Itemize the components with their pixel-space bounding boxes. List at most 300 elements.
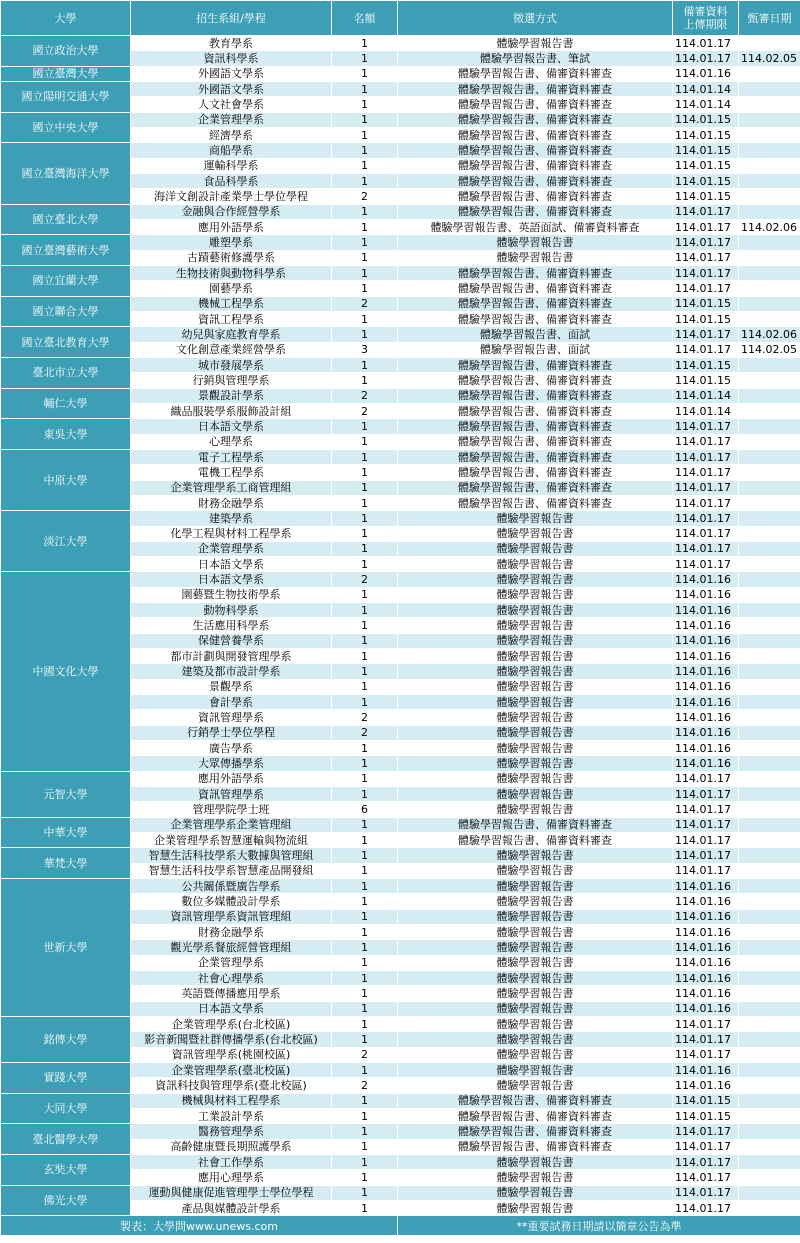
- department-cell: 工業設計學系: [131, 1108, 332, 1123]
- table-row: [1, 296, 800, 311]
- quota-cell: 1: [332, 143, 398, 158]
- method-cell: 體驗學習報告書: [398, 1170, 673, 1185]
- deadline-cell: 114.01.17: [673, 51, 739, 66]
- header-method: 徵選方式: [398, 1, 673, 36]
- review-date-cell: [739, 879, 800, 894]
- university-cell: 國立聯合大學: [1, 296, 131, 327]
- department-cell: 智慧生活科技學系大數據與管理組: [131, 848, 332, 863]
- deadline-cell: 114.01.17: [673, 848, 739, 863]
- review-date-cell: [739, 495, 800, 510]
- method-cell: 體驗學習報告書、備審資料審查: [398, 158, 673, 173]
- deadline-cell: 114.01.17: [673, 511, 739, 526]
- quota-cell: 1: [332, 649, 398, 664]
- department-cell: 企業管理學系(台北校區): [131, 1017, 332, 1032]
- deadline-cell: 114.01.17: [673, 265, 739, 280]
- footer-note: **重要試務日期請以簡章公告為準: [398, 1216, 800, 1236]
- table-row: [1, 1062, 800, 1077]
- deadline-cell: 114.01.17: [673, 1017, 739, 1032]
- method-cell: 體驗學習報告書、英語面試、備審資料審查: [398, 219, 673, 234]
- department-cell: 商船學系: [131, 143, 332, 158]
- quota-cell: 1: [332, 127, 398, 142]
- university-cell: 銘傳大學: [1, 1017, 131, 1063]
- department-cell: 廣告學系: [131, 741, 332, 756]
- quota-cell: 1: [332, 511, 398, 526]
- method-cell: 體驗學習報告書: [398, 986, 673, 1001]
- quota-cell: 2: [332, 189, 398, 204]
- deadline-cell: 114.01.16: [673, 66, 739, 81]
- method-cell: 體驗學習報告書、備審資料審查: [398, 1093, 673, 1108]
- review-date-cell: [739, 603, 800, 618]
- table-row: [1, 112, 800, 127]
- review-date-cell: [739, 526, 800, 541]
- department-cell: 企業管理學系(臺北校區): [131, 1062, 332, 1077]
- department-cell: 景觀學系: [131, 679, 332, 694]
- quota-cell: 1: [332, 817, 398, 832]
- review-date-cell: [739, 265, 800, 280]
- method-cell: 體驗學習報告書: [398, 557, 673, 572]
- department-cell: 外國語文學系: [131, 81, 332, 96]
- deadline-cell: 114.01.16: [673, 879, 739, 894]
- deadline-cell: 114.01.16: [673, 925, 739, 940]
- deadline-cell: 114.01.14: [673, 388, 739, 403]
- deadline-cell: 114.01.17: [673, 235, 739, 250]
- method-cell: 體驗學習報告書: [398, 1062, 673, 1077]
- quota-cell: 1: [332, 894, 398, 909]
- header-deadline: 備審資料 上傳期限: [673, 1, 739, 36]
- review-date-cell: [739, 189, 800, 204]
- department-cell: 產品與媒體設計學系: [131, 1200, 332, 1215]
- department-cell: 企業管理學系: [131, 955, 332, 970]
- method-cell: 體驗學習報告書: [398, 756, 673, 771]
- review-date-cell: [739, 511, 800, 526]
- method-cell: 體驗學習報告書: [398, 572, 673, 587]
- deadline-cell: 114.01.16: [673, 894, 739, 909]
- quota-cell: 1: [332, 587, 398, 602]
- department-cell: 機械與材料工程學系: [131, 1093, 332, 1108]
- deadline-cell: 114.01.17: [673, 495, 739, 510]
- header-row: [1, 1, 800, 36]
- review-date-cell: [739, 173, 800, 188]
- review-date-cell: [739, 1185, 800, 1200]
- method-cell: 體驗學習報告書、備審資料審查: [398, 449, 673, 464]
- department-cell: 園藝學系: [131, 281, 332, 296]
- review-date-cell: [739, 296, 800, 311]
- deadline-cell: 114.01.17: [673, 1200, 739, 1215]
- review-date-cell: 114.02.06: [739, 327, 800, 342]
- department-cell: 織品服裝學系服飾設計組: [131, 403, 332, 418]
- university-cell: 大同大學: [1, 1093, 131, 1124]
- quota-cell: 1: [332, 281, 398, 296]
- deadline-cell: 114.01.17: [673, 281, 739, 296]
- department-cell: 機械工程學系: [131, 296, 332, 311]
- review-date-cell: [739, 36, 800, 51]
- table-row: [1, 1124, 800, 1139]
- review-date-cell: 114.02.06: [739, 219, 800, 234]
- department-cell: 電子工程學系: [131, 449, 332, 464]
- deadline-cell: 114.01.14: [673, 97, 739, 112]
- deadline-cell: 114.01.17: [673, 219, 739, 234]
- review-date-cell: [739, 925, 800, 940]
- header-review-date: 甄審日期: [739, 1, 800, 36]
- department-cell: 企業管理學系: [131, 541, 332, 556]
- review-date-cell: [739, 1062, 800, 1077]
- deadline-cell: 114.01.17: [673, 1170, 739, 1185]
- deadline-cell: 114.01.15: [673, 296, 739, 311]
- review-date-cell: [739, 649, 800, 664]
- university-cell: 世新大學: [1, 879, 131, 1017]
- quota-cell: 1: [332, 787, 398, 802]
- quota-cell: 1: [332, 971, 398, 986]
- review-date-cell: [739, 1093, 800, 1108]
- review-date-cell: [739, 633, 800, 648]
- department-cell: 化學工程與材料工程學系: [131, 526, 332, 541]
- table-row: [1, 388, 800, 403]
- method-cell: 體驗學習報告書、備審資料審查: [398, 480, 673, 495]
- review-date-cell: [739, 894, 800, 909]
- deadline-cell: 114.01.16: [673, 940, 739, 955]
- method-cell: 體驗學習報告書: [398, 618, 673, 633]
- university-cell: 佛光大學: [1, 1185, 131, 1216]
- quota-cell: 2: [332, 725, 398, 740]
- quota-cell: 1: [332, 1139, 398, 1154]
- department-cell: 電機工程學系: [131, 465, 332, 480]
- university-cell: 國立臺灣藝術大學: [1, 235, 131, 266]
- deadline-cell: 114.01.16: [673, 618, 739, 633]
- department-cell: 建築及都市設計學系: [131, 664, 332, 679]
- deadline-cell: 114.01.17: [673, 817, 739, 832]
- review-date-cell: [739, 1001, 800, 1016]
- table-row: [1, 143, 800, 158]
- table-row: [1, 1017, 800, 1032]
- method-cell: 體驗學習報告書、備審資料審查: [398, 495, 673, 510]
- deadline-cell: 114.01.16: [673, 725, 739, 740]
- deadline-cell: 114.01.15: [673, 373, 739, 388]
- department-cell: 觀光學系餐旅經營管理組: [131, 940, 332, 955]
- quota-cell: 1: [332, 848, 398, 863]
- method-cell: 體驗學習報告書、備審資料審查: [398, 419, 673, 434]
- department-cell: 社會工作學系: [131, 1154, 332, 1169]
- table-row: [1, 327, 800, 342]
- deadline-cell: 114.01.17: [673, 787, 739, 802]
- review-date-cell: 114.02.05: [739, 342, 800, 357]
- university-cell: 東吳大學: [1, 419, 131, 450]
- deadline-cell: 114.01.16: [673, 664, 739, 679]
- review-date-cell: [739, 695, 800, 710]
- table-row: [1, 848, 800, 863]
- table-row: [1, 1185, 800, 1200]
- university-cell: 國立臺灣海洋大學: [1, 143, 131, 204]
- method-cell: 體驗學習報告書、備審資料審查: [398, 127, 673, 142]
- deadline-cell: 114.01.16: [673, 572, 739, 587]
- method-cell: 體驗學習報告書: [398, 649, 673, 664]
- deadline-cell: 114.01.16: [673, 1062, 739, 1077]
- deadline-cell: 114.01.17: [673, 342, 739, 357]
- quota-cell: 1: [332, 940, 398, 955]
- department-cell: 醫務管理學系: [131, 1124, 332, 1139]
- deadline-cell: 114.01.16: [673, 971, 739, 986]
- quota-cell: 1: [332, 327, 398, 342]
- review-date-cell: [739, 235, 800, 250]
- review-date-cell: [739, 1108, 800, 1123]
- deadline-cell: 114.01.17: [673, 1154, 739, 1169]
- method-cell: 體驗學習報告書: [398, 250, 673, 265]
- review-date-cell: [739, 127, 800, 142]
- department-cell: 英語暨傳播應用學系: [131, 986, 332, 1001]
- method-cell: 體驗學習報告書: [398, 603, 673, 618]
- department-cell: 城市發展學系: [131, 357, 332, 372]
- review-date-cell: [739, 741, 800, 756]
- method-cell: 體驗學習報告書: [398, 633, 673, 648]
- table-row: [1, 449, 800, 464]
- department-cell: 資訊工程學系: [131, 311, 332, 326]
- method-cell: 體驗學習報告書: [398, 1185, 673, 1200]
- quota-cell: 1: [332, 1032, 398, 1047]
- review-date-cell: [739, 357, 800, 372]
- deadline-cell: 114.01.17: [673, 1139, 739, 1154]
- method-cell: 體驗學習報告書: [398, 940, 673, 955]
- table-row: [1, 771, 800, 786]
- deadline-cell: 114.01.16: [673, 955, 739, 970]
- quota-cell: 1: [332, 36, 398, 51]
- table-row: [1, 879, 800, 894]
- table-row: [1, 204, 800, 219]
- quota-cell: 1: [332, 955, 398, 970]
- quota-cell: 1: [332, 265, 398, 280]
- university-cell: 臺北市立大學: [1, 357, 131, 388]
- review-date-cell: [739, 771, 800, 786]
- method-cell: 體驗學習報告書: [398, 664, 673, 679]
- deadline-cell: 114.01.16: [673, 909, 739, 924]
- review-date-cell: [739, 909, 800, 924]
- quota-cell: 1: [332, 756, 398, 771]
- quota-cell: 1: [332, 986, 398, 1001]
- department-cell: 日本語文學系: [131, 557, 332, 572]
- department-cell: 都市計劃與開發管理學系: [131, 649, 332, 664]
- department-cell: 行銷與管理學系: [131, 373, 332, 388]
- deadline-cell: 114.01.17: [673, 480, 739, 495]
- quota-cell: 1: [332, 1200, 398, 1215]
- quota-cell: 6: [332, 802, 398, 817]
- deadline-cell: 114.01.16: [673, 679, 739, 694]
- table-row: [1, 419, 800, 434]
- review-date-cell: [739, 1139, 800, 1154]
- method-cell: 體驗學習報告書: [398, 710, 673, 725]
- quota-cell: 1: [332, 204, 398, 219]
- university-cell: 國立臺灣大學: [1, 66, 131, 81]
- review-date-cell: [739, 419, 800, 434]
- department-cell: 經濟學系: [131, 127, 332, 142]
- deadline-cell: 114.01.15: [673, 143, 739, 158]
- method-cell: 體驗學習報告書: [398, 1001, 673, 1016]
- method-cell: 體驗學習報告書、備審資料審查: [398, 281, 673, 296]
- deadline-cell: 114.01.17: [673, 771, 739, 786]
- quota-cell: 1: [332, 81, 398, 96]
- department-cell: 影音新聞暨社群傳播學系(台北校區): [131, 1032, 332, 1047]
- deadline-cell: 114.01.16: [673, 756, 739, 771]
- department-cell: 古蹟藝術修護學系: [131, 250, 332, 265]
- department-cell: 高齡健康暨長期照護學系: [131, 1139, 332, 1154]
- quota-cell: 2: [332, 388, 398, 403]
- method-cell: 體驗學習報告書、備審資料審查: [398, 388, 673, 403]
- method-cell: 體驗學習報告書: [398, 1047, 673, 1062]
- quota-cell: 1: [332, 66, 398, 81]
- method-cell: 體驗學習報告書: [398, 526, 673, 541]
- review-date-cell: [739, 679, 800, 694]
- review-date-cell: [739, 986, 800, 1001]
- method-cell: 體驗學習報告書: [398, 695, 673, 710]
- method-cell: 體驗學習報告書、備審資料審查: [398, 311, 673, 326]
- quota-cell: 2: [332, 710, 398, 725]
- university-cell: 玄奘大學: [1, 1154, 131, 1185]
- university-cell: 中國文化大學: [1, 572, 131, 771]
- university-cell: 國立陽明交通大學: [1, 81, 131, 112]
- deadline-cell: 114.01.16: [673, 710, 739, 725]
- method-cell: 體驗學習報告書: [398, 848, 673, 863]
- department-cell: 文化創意產業經營學系: [131, 342, 332, 357]
- quota-cell: 1: [332, 863, 398, 878]
- review-date-cell: [739, 541, 800, 556]
- department-cell: 運動與健康促進管理學士學位學程: [131, 1185, 332, 1200]
- department-cell: 幼兒與家庭教育學系: [131, 327, 332, 342]
- method-cell: 體驗學習報告書、面試: [398, 327, 673, 342]
- quota-cell: 1: [332, 311, 398, 326]
- department-cell: 景觀設計學系: [131, 388, 332, 403]
- method-cell: 體驗學習報告書: [398, 879, 673, 894]
- method-cell: 體驗學習報告書、備審資料審查: [398, 1139, 673, 1154]
- department-cell: 財務金融學系: [131, 495, 332, 510]
- department-cell: 日本語文學系: [131, 419, 332, 434]
- department-cell: 應用心理學系: [131, 1170, 332, 1185]
- department-cell: 資訊管理學系: [131, 710, 332, 725]
- deadline-cell: 114.01.15: [673, 112, 739, 127]
- quota-cell: 1: [332, 1017, 398, 1032]
- review-date-cell: [739, 97, 800, 112]
- review-date-cell: [739, 664, 800, 679]
- quota-cell: 1: [332, 541, 398, 556]
- review-date-cell: [739, 833, 800, 848]
- method-cell: 體驗學習報告書: [398, 802, 673, 817]
- department-cell: 企業管理學系工商管理組: [131, 480, 332, 495]
- deadline-cell: 114.01.15: [673, 1108, 739, 1123]
- quota-cell: 1: [332, 480, 398, 495]
- deadline-cell: 114.01.17: [673, 465, 739, 480]
- deadline-cell: 114.01.16: [673, 986, 739, 1001]
- review-date-cell: [739, 158, 800, 173]
- footer-row: [1, 1216, 800, 1236]
- department-cell: 食品科學系: [131, 173, 332, 188]
- quota-cell: 2: [332, 296, 398, 311]
- method-cell: 體驗學習報告書、備審資料審查: [398, 189, 673, 204]
- review-date-cell: [739, 1170, 800, 1185]
- university-cell: 輔仁大學: [1, 388, 131, 419]
- review-date-cell: [739, 1017, 800, 1032]
- department-cell: 雕塑學系: [131, 235, 332, 250]
- department-cell: 管理學院學士班: [131, 802, 332, 817]
- university-cell: 國立中央大學: [1, 112, 131, 143]
- review-date-cell: [739, 373, 800, 388]
- quota-cell: 1: [332, 603, 398, 618]
- table-row: [1, 817, 800, 832]
- quota-cell: 1: [332, 909, 398, 924]
- method-cell: 體驗學習報告書、備審資料審查: [398, 143, 673, 158]
- review-date-cell: [739, 250, 800, 265]
- university-cell: 中華大學: [1, 817, 131, 848]
- deadline-cell: 114.01.17: [673, 434, 739, 449]
- deadline-cell: 114.01.16: [673, 649, 739, 664]
- deadline-cell: 114.01.15: [673, 357, 739, 372]
- quota-cell: 1: [332, 1001, 398, 1016]
- quota-cell: 1: [332, 695, 398, 710]
- review-date-cell: [739, 817, 800, 832]
- review-date-cell: [739, 725, 800, 740]
- review-date-cell: [739, 955, 800, 970]
- method-cell: 體驗學習報告書、備審資料審查: [398, 357, 673, 372]
- university-cell: 國立政治大學: [1, 36, 131, 67]
- quota-cell: 1: [332, 235, 398, 250]
- department-cell: 生物技術與動物科學系: [131, 265, 332, 280]
- review-date-cell: [739, 1200, 800, 1215]
- department-cell: 財務金融學系: [131, 925, 332, 940]
- review-date-cell: [739, 449, 800, 464]
- deadline-cell: 114.01.17: [673, 1047, 739, 1062]
- department-cell: 運輸科學系: [131, 158, 332, 173]
- deadline-cell: 114.01.17: [673, 863, 739, 878]
- university-cell: 臺北醫學大學: [1, 1124, 131, 1155]
- method-cell: 體驗學習報告書: [398, 925, 673, 940]
- review-date-cell: [739, 863, 800, 878]
- quota-cell: 1: [332, 434, 398, 449]
- header-university: 大學: [1, 1, 131, 36]
- deadline-cell: 114.01.17: [673, 36, 739, 51]
- department-cell: 社會心理學系: [131, 971, 332, 986]
- quota-cell: 1: [332, 373, 398, 388]
- department-cell: 企業管理學系: [131, 112, 332, 127]
- quota-cell: 1: [332, 618, 398, 633]
- deadline-cell: 114.01.17: [673, 250, 739, 265]
- method-cell: 體驗學習報告書: [398, 741, 673, 756]
- deadline-cell: 114.01.17: [673, 1032, 739, 1047]
- quota-cell: 1: [332, 741, 398, 756]
- header-quota: 名額: [332, 1, 398, 36]
- quota-cell: 1: [332, 173, 398, 188]
- department-cell: 資訊科技與管理學系(臺北校區): [131, 1078, 332, 1093]
- method-cell: 體驗學習報告書、備審資料審查: [398, 434, 673, 449]
- review-date-cell: 114.02.05: [739, 51, 800, 66]
- quota-cell: 1: [332, 1062, 398, 1077]
- method-cell: 體驗學習報告書: [398, 679, 673, 694]
- review-date-cell: [739, 710, 800, 725]
- quota-cell: 1: [332, 557, 398, 572]
- method-cell: 體驗學習報告書、備審資料審查: [398, 1108, 673, 1123]
- review-date-cell: [739, 1124, 800, 1139]
- review-date-cell: [739, 311, 800, 326]
- quota-cell: 3: [332, 342, 398, 357]
- deadline-cell: 114.01.17: [673, 833, 739, 848]
- method-cell: 體驗學習報告書: [398, 587, 673, 602]
- method-cell: 體驗學習報告書: [398, 1078, 673, 1093]
- department-cell: 日本語文學系: [131, 572, 332, 587]
- department-cell: 金融與合作經營學系: [131, 204, 332, 219]
- department-cell: 動物科學系: [131, 603, 332, 618]
- table-row: [1, 1093, 800, 1108]
- department-cell: 企業管理學系企業管理組: [131, 817, 332, 832]
- quota-cell: 1: [332, 1108, 398, 1123]
- table-row: [1, 1154, 800, 1169]
- deadline-cell: 114.01.16: [673, 633, 739, 648]
- quota-cell: 1: [332, 158, 398, 173]
- department-cell: 建築學系: [131, 511, 332, 526]
- deadline-cell: 114.01.17: [673, 1124, 739, 1139]
